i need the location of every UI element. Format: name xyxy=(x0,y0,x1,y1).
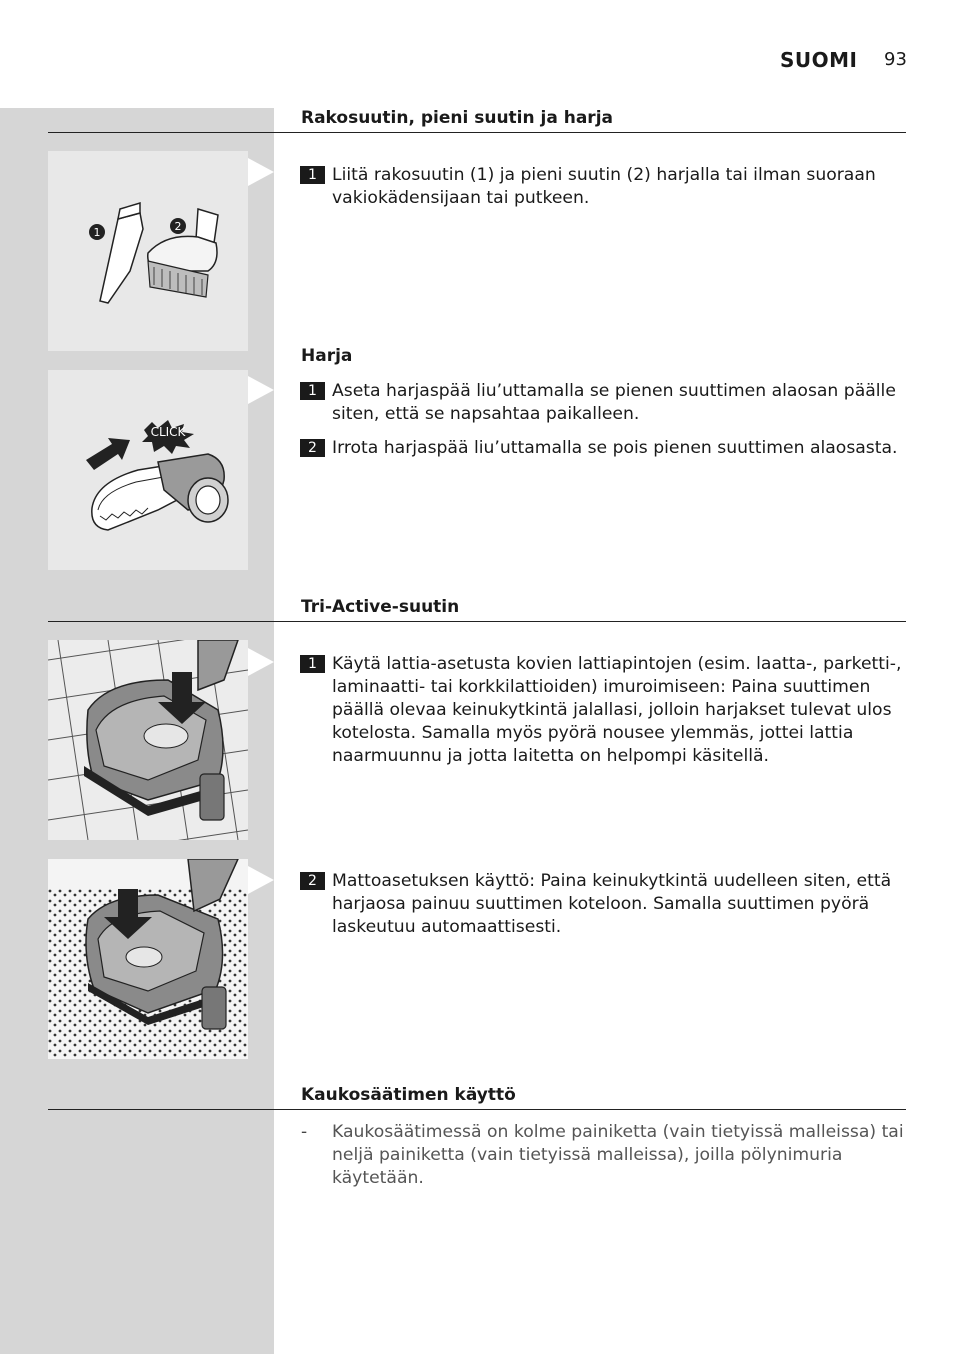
page-number: 93 xyxy=(884,49,907,70)
step-number: 1 xyxy=(300,166,325,184)
section-rule xyxy=(48,621,906,622)
bullet-text: Kaukosäätimessä on kolme painiketta (vain tietyissä malleissa) tai neljä painiketta (vain tietyissä malleissa), joilla pölynimuria käytetään. xyxy=(332,1122,904,1188)
step-text: Mattoasetuksen käyttö: Paina keinukytkintä uudelleen siten, että harjaosa painuu suuttimen koteloon. Samalla suuttimen pyörä laskeutuu automaattisesti. xyxy=(332,871,892,937)
step-text: Aseta harjaspää liu’uttamalla se pienen suuttimen alaosan päälle siten, että se napsahtaa paikalleen. xyxy=(332,381,896,424)
section-title-tri-active: Tri-Active-suutin xyxy=(301,597,460,617)
image-pointer xyxy=(248,376,274,404)
image-pointer xyxy=(248,866,274,894)
brush-click-illustration xyxy=(48,370,248,570)
image-pointer xyxy=(248,158,274,186)
label-2: 2 xyxy=(174,220,182,233)
step-number: 1 xyxy=(300,655,325,673)
label-1: 1 xyxy=(93,226,101,239)
attachments-illustration xyxy=(48,151,248,351)
section-rule xyxy=(48,1109,906,1110)
tri-active-carpet-illustration xyxy=(48,859,248,1059)
section-rule xyxy=(48,132,906,133)
click-label: CLICK xyxy=(150,425,186,439)
step-text: Käytä lattia-asetusta kovien lattiapintojen (esim. laatta-, parketti-, laminaatti- tai korkkilattioiden) imuroimiseen: Paina suuttimen päällä olevaa keinukytkintä jalallasi, jolloin harjakset tulevat ulos kotelosta. Samalla myös pyörä nousee ylemmäs, jottei lattia naarmuunnu ja jotta laitetta on helpompi käsitellä. xyxy=(332,654,902,766)
step-number: 1 xyxy=(300,382,325,400)
section-title-crevice-tool: Rakosuutin, pieni suutin ja harja xyxy=(301,108,613,128)
bullet-marker: - xyxy=(301,1122,308,1142)
language-header: SUOMI xyxy=(780,48,858,72)
section-title-remote-control: Kaukosäätimen käyttö xyxy=(301,1085,516,1105)
image-pointer xyxy=(248,648,274,676)
section-title-brush: Harja xyxy=(301,346,353,366)
step-text: Liitä rakosuutin (1) ja pieni suutin (2) harjalla tai ilman suoraan vakiokädensijaan tai putkeen. xyxy=(332,165,876,208)
step-number: 2 xyxy=(300,872,325,890)
tri-active-hard-floor-illustration xyxy=(48,640,248,840)
step-text: Irrota harjaspää liu’uttamalla se pois pienen suuttimen alaosasta. xyxy=(332,438,898,458)
step-number: 2 xyxy=(300,439,325,457)
